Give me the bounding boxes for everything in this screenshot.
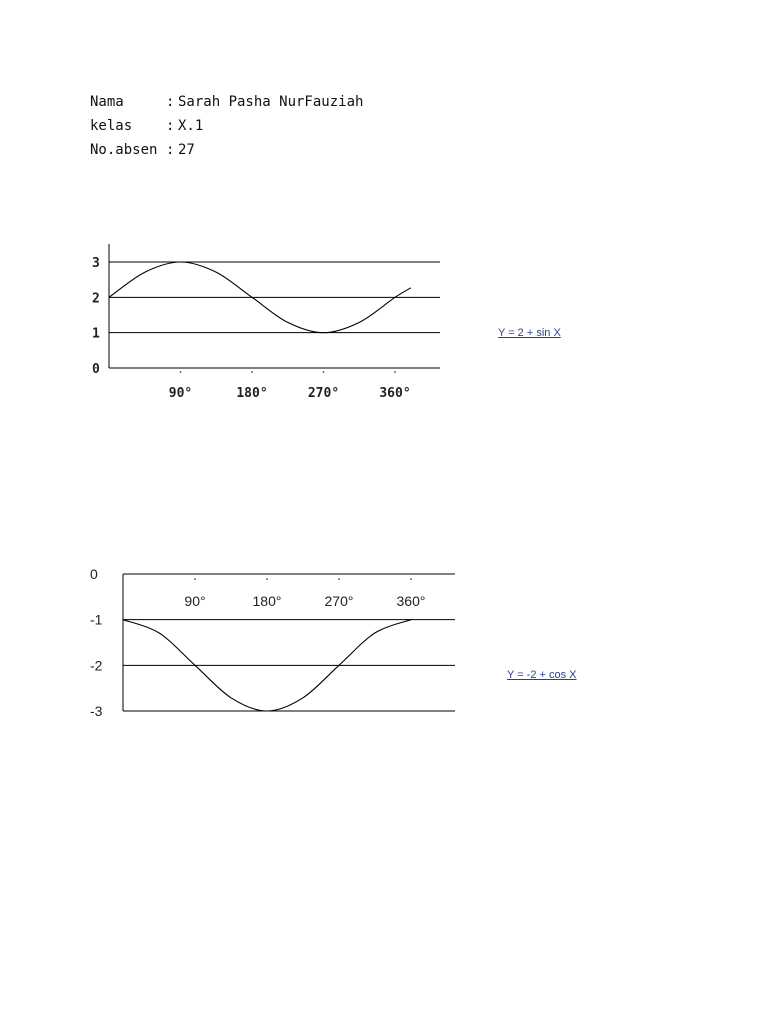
- chart-2-y-tick-label: -1: [90, 611, 103, 628]
- chart-1-y-tick-label: 3: [92, 256, 100, 271]
- chart-2-x-tick-label: 90°: [184, 593, 206, 609]
- chart-2-x-tick-dot: [338, 578, 340, 580]
- chart-1-x-tick-label: 270°: [307, 386, 340, 401]
- info-value: 27: [178, 142, 195, 158]
- chart-2-y-tick-label: -2: [90, 657, 103, 674]
- info-label: No.absen: [90, 142, 158, 158]
- chart-2-x-tick-label: 270°: [324, 593, 354, 609]
- chart-2-y-tick-label: 0: [90, 566, 98, 582]
- chart-1-x-tick-dot: [394, 371, 396, 373]
- chart-2-equation: Y = -2 + cos X: [507, 669, 577, 681]
- info-value: Sarah Pasha NurFauziah: [178, 94, 364, 110]
- info-label: Nama: [90, 94, 124, 110]
- info-label: kelas: [90, 118, 133, 134]
- chart-2-x-tick-dot: [410, 578, 412, 580]
- chart-1-x-tick-dot: [251, 371, 253, 373]
- chart-1-y-tick-label: 1: [92, 326, 100, 342]
- chart-1-equation: Y = 2 + sin X: [498, 327, 561, 339]
- info-colon: :: [166, 118, 175, 134]
- info-value: X.1: [178, 118, 204, 134]
- chart-2-x-tick-dot: [266, 578, 268, 580]
- chart-1-x-tick-label: 360°: [379, 386, 411, 401]
- chart-1-x-tick-label: 180°: [236, 386, 268, 401]
- chart-1-x-tick-label: 90°: [168, 386, 193, 401]
- chart-1-x-tick-dot: [323, 371, 325, 373]
- chart-2-x-tick-label: 180°: [252, 593, 282, 609]
- chart-2-x-tick-label: 360°: [396, 593, 426, 609]
- chart-1-x-tick-dot: [180, 371, 182, 373]
- info-colon: :: [166, 94, 175, 110]
- chart-2-x-tick-dot: [194, 578, 196, 580]
- info-colon: :: [166, 142, 175, 158]
- chart-2-y-tick-label: -3: [90, 703, 103, 719]
- chart-1-y-tick-label: 0: [92, 362, 100, 377]
- chart-1-y-tick-label: 2: [92, 291, 100, 307]
